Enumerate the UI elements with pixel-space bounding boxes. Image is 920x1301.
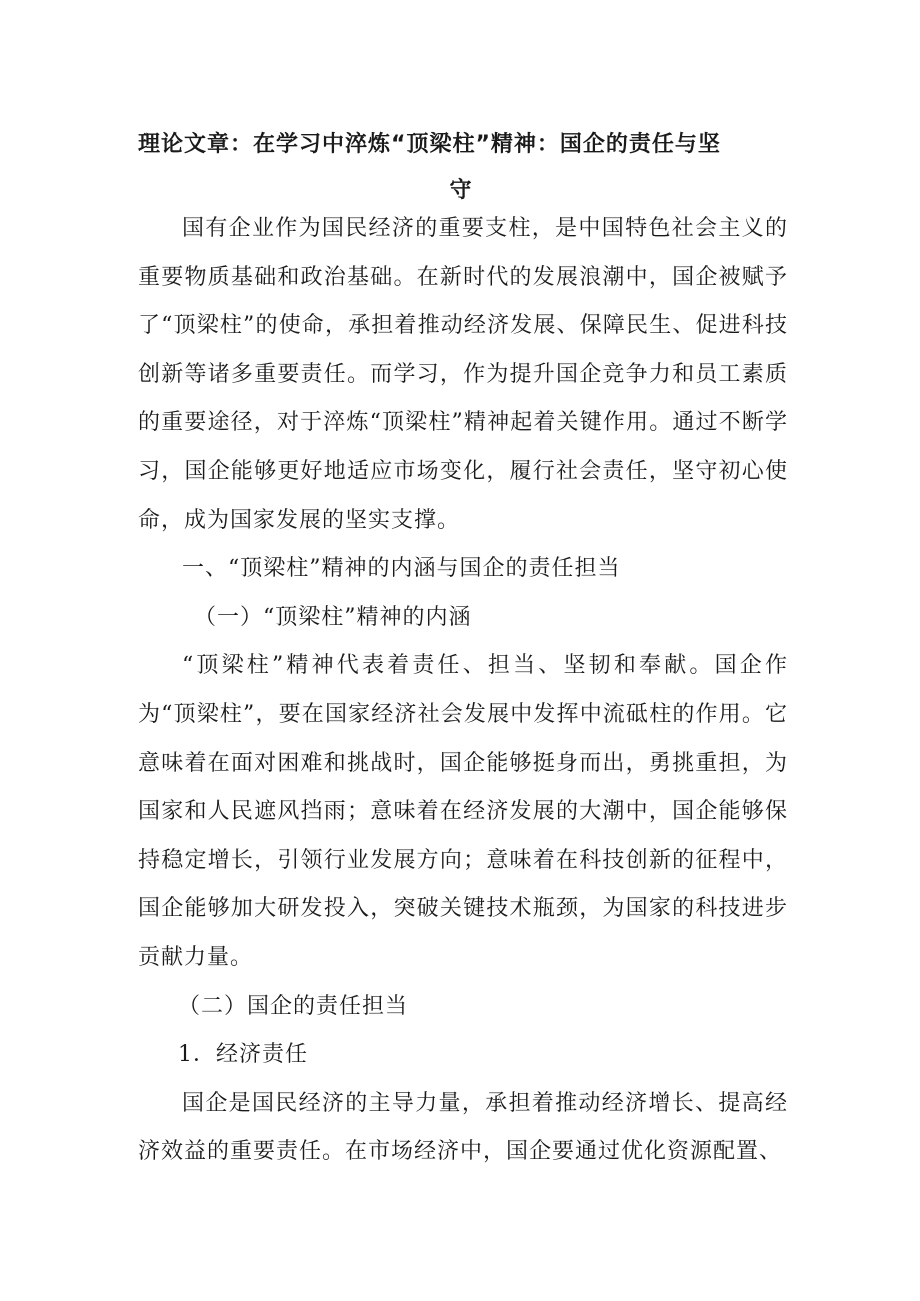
- economic-responsibility-paragraph: 国企是国民经济的主导力量，承担着推动经济增长、提高经济效益的重要责任。在市场经济中，国企要通过优化资源配置、: [138, 1090, 788, 1165]
- title-line-1: 理论文章：在学习中淬炼“顶梁柱”精神：国企的责任与坚: [138, 132, 721, 157]
- title-line-2: 守: [449, 178, 473, 203]
- document-title: [138, 122, 788, 214]
- section-heading-1: 一、“顶梁柱”精神的内涵与国企的责任担当: [182, 556, 621, 582]
- subsection-heading-1: （一）“顶梁柱”精神的内涵: [194, 604, 472, 630]
- spirit-paragraph: “顶梁柱”精神代表着责任、担当、坚韧和奉献。国企作为“顶梁柱”，要在国家经济社会发展中发挥中流砥柱的作用。它意味着在面对困难和挑战时，国企能够挺身而出，勇挑重担，为国家和人民遮风挡雨；意味着在经济发展的大潮中，国企能够保持稳定增长，引领行业发展方向；意味着在科技创新的征程中，国企能够加大研发投入，突破关键技术瓶颈，为国家的科技进步贡献力量。: [138, 653, 788, 970]
- item-heading-1: 1．经济责任: [178, 1042, 308, 1068]
- subsection-heading-2: （二）国企的责任担当: [178, 993, 409, 1019]
- document-body: [138, 205, 788, 1177]
- intro-paragraph: 国有企业作为国民经济的重要支柱，是中国特色社会主义的重要物质基础和政治基础。在新时代的发展浪潮中，国企被赋予了“顶梁柱”的使命，承担着推动经济发展、保障民生、促进科技创新等诸多重要责任。而学习，作为提升国企竞争力和员工素质的重要途径，对于淬炼“顶梁柱”精神起着关键作用。通过不断学习，国企能够更好地适应市场变化，履行社会责任，坚守初心使命，成为国家发展的坚实支撑。: [138, 216, 788, 533]
